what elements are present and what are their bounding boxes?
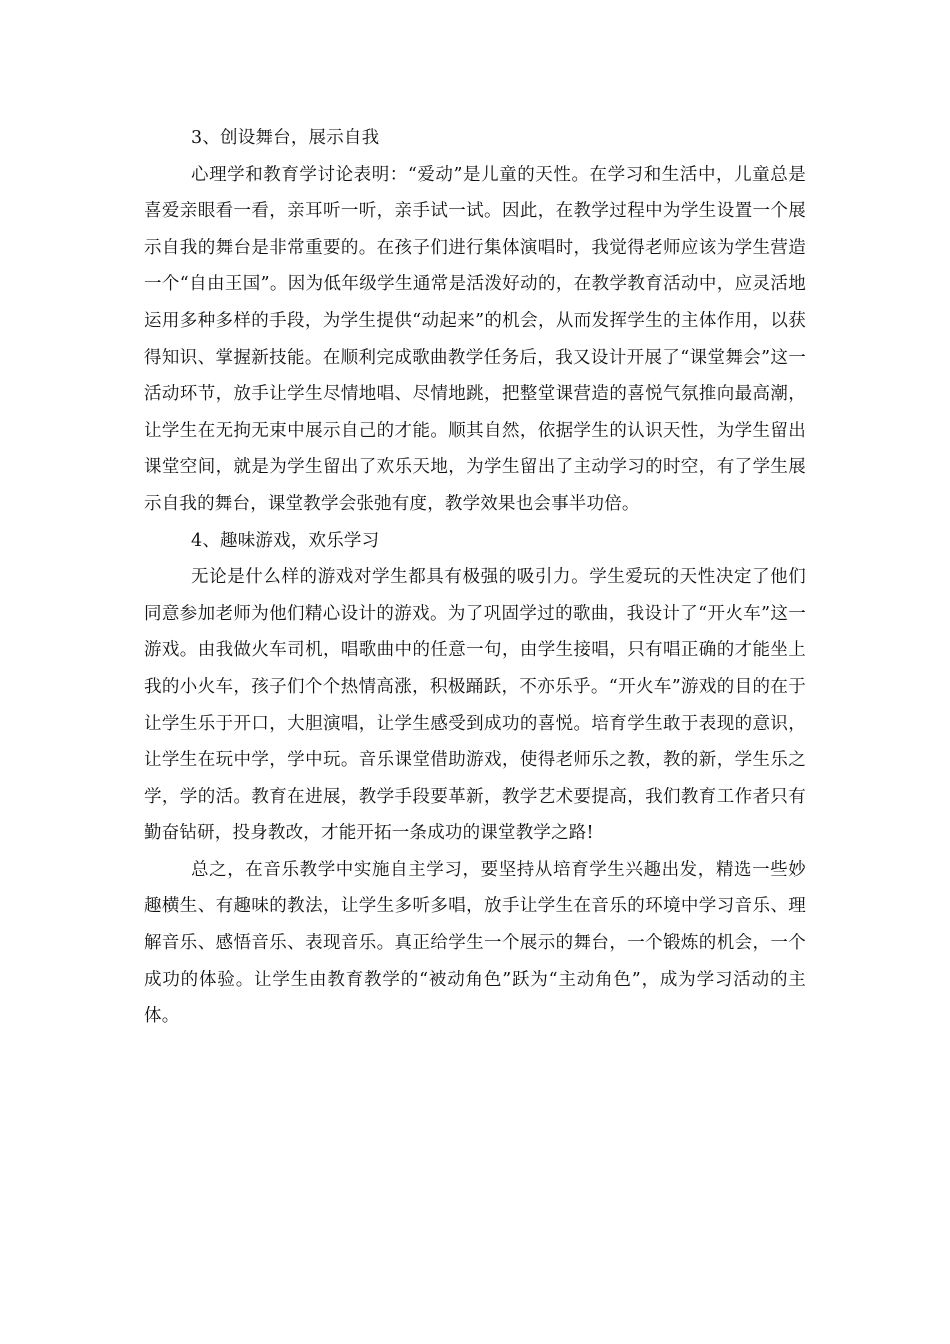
conclusion-paragraph: 总之，在音乐教学中实施自主学习，要坚持从培育学生兴趣出发，精选一些妙趣横生、有趣味的教法，让学生多听多唱，放手让学生在音乐的环境中学习音乐、理解音乐、感悟音乐、表现音乐。真正给学生一个展示的舞台，一个锻炼的机会，一个成功的体验。让学生由教育教学的“被动角色”跃为“主动角色”，成为学习活动的主体。 xyxy=(144,859,806,1027)
section-paragraph-4: 无论是什么样的游戏对学生都具有极强的吸引力。学生爱玩的天性决定了他们同意参加老师为他们精心设计的游戏。为了巩固学过的歌曲，我设计了“开火车”这一游戏。由我做火车司机，唱歌曲中的任意一句，由学生接唱，只有唱正确的才能坐上我的小火车，孩子们个个热情高涨，积极踊跃，不亦乐乎。“开火车”游戏的目的在于让学生乐于开口，大胆演唱，让学生感受到成功的喜悦。培育学生敢于表现的意识，让学生在玩中学，学中玩。音乐课堂借助游戏，使得老师乐之教，教的新，学生乐之学，学的活。教育在进展，教学手段要革新，教学艺术要提高，我们教育工作者只有勤奋钻研，投身教改，才能开拓一条成功的课堂教学之路! xyxy=(144,567,806,844)
section-heading-3: 3、创设舞台，展示自我 xyxy=(191,128,380,148)
document-body xyxy=(144,120,806,1035)
section-paragraph-3: 心理学和教育学讨论表明：“爱动”是儿童的天性。在学习和生活中，儿童总是喜爱亲眼看一看，亲耳听一听，亲手试一试。因此，在教学过程中为学生设置一个展示自我的舞台是非常重要的。在孩子们进行集体演唱时，我觉得老师应该为学生营造一个“自由王国”。因为低年级学生通常是活泼好动的，在教学教育活动中，应灵活地运用多种多样的手段，为学生提供“动起来”的机会，从而发挥学生的主体作用，以获得知识、掌握新技能。在顺利完成歌曲教学任务后，我又设计开展了“课堂舞会”这一活动环节，放手让学生尽情地唱、尽情地跳，把整堂课营造的喜悦气氛推向最高潮，让学生在无拘无束中展示自己的才能。顺其自然，依据学生的认识天性，为学生留出课堂空间，就是为学生留出了欢乐天地，为学生留出了主动学习的时空，有了学生展示自我的舞台，课堂教学会张弛有度，教学效果也会事半功倍。 xyxy=(144,164,806,514)
section-heading-4: 4、趣味游戏，欢乐学习 xyxy=(191,530,380,551)
